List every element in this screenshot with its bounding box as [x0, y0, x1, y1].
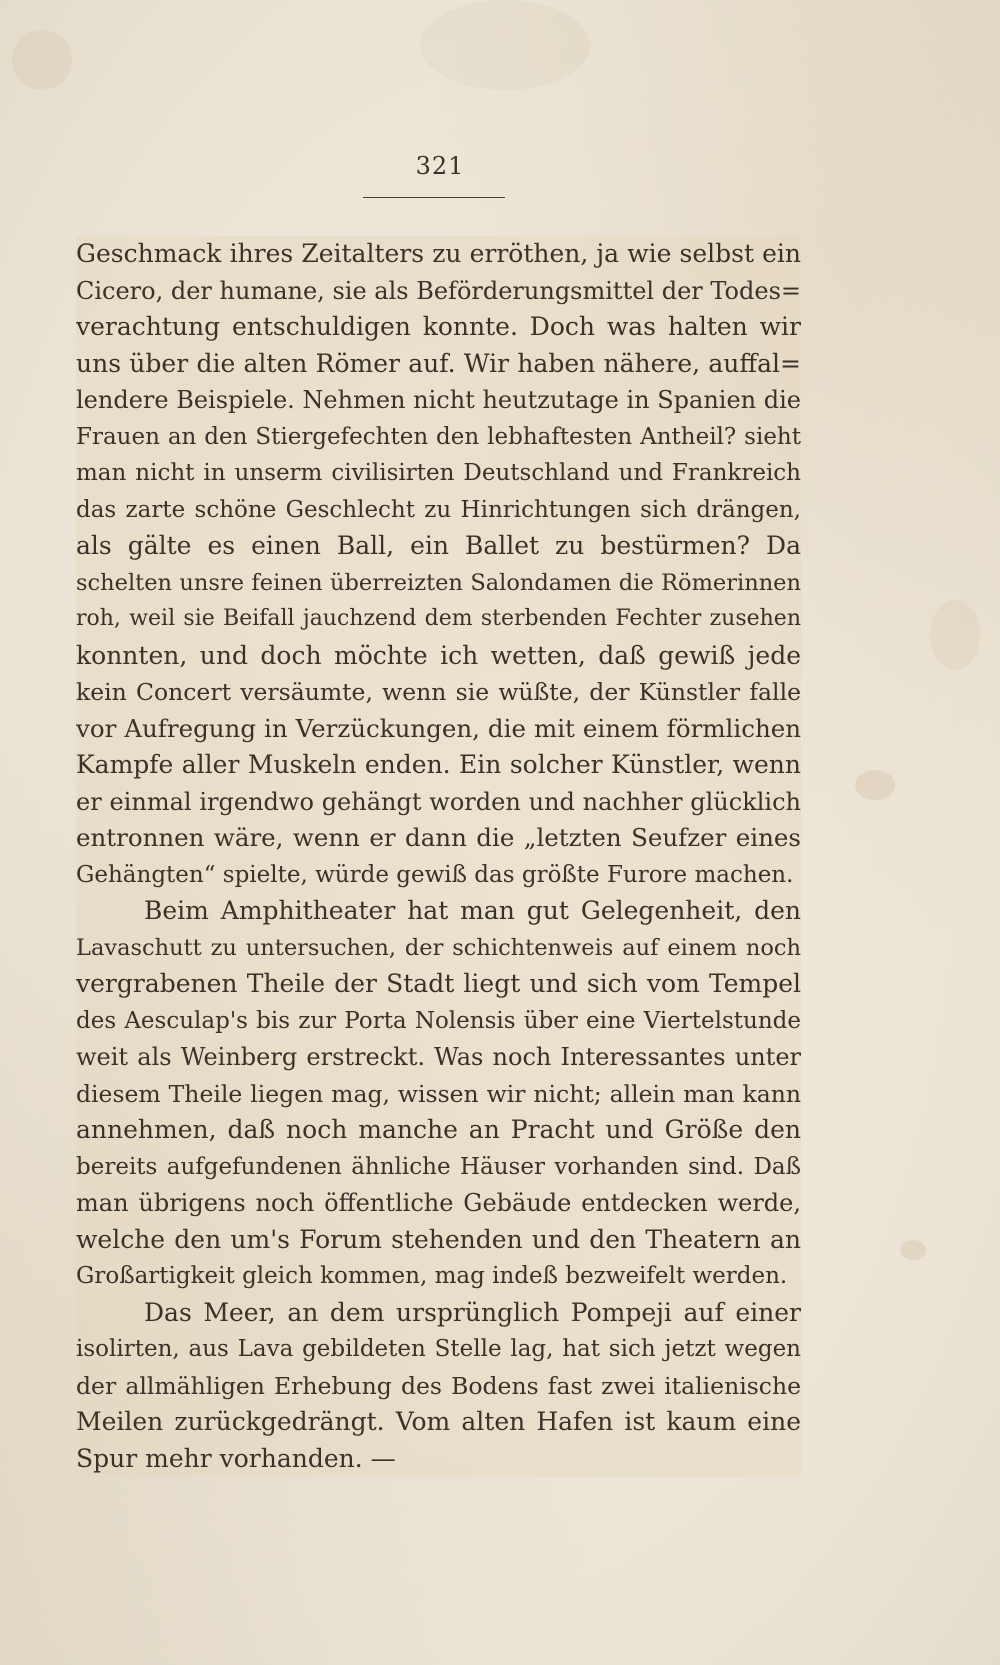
- body-text: [76, 236, 801, 1477]
- text-line: verachtung entschuldigen konnte. Doch was halten wir: [76, 312, 801, 341]
- paper-stain: [12, 30, 72, 90]
- text-line: Spur mehr vorhanden. —: [76, 1443, 396, 1473]
- text-line: Meilen zurückgedrängt. Vom alten Hafen ist kaum eine: [76, 1407, 801, 1436]
- text-line: Cicero, der humane, sie als Beförderungsmittel der Todes=: [76, 276, 801, 305]
- text-line: der allmähligen Erhebung des Bodens fast zwei italienische: [76, 1371, 801, 1400]
- text-line: des Aesculap's bis zur Porta Nolensis über eine Viertelstunde: [76, 1007, 801, 1034]
- text-line: Geschmack ihres Zeitalters zu erröthen, ja wie selbst ein: [76, 239, 801, 268]
- text-line: roh, weil sie Beifall jauchzend dem sterbenden Fechter zusehen: [76, 606, 801, 631]
- text-line: als gälte es einen Ball, ein Ballet zu bestürmen? Da: [76, 531, 801, 560]
- paper-stain: [855, 770, 895, 800]
- text-line: konnten, und doch möchte ich wetten, daß gewiß jede: [76, 640, 801, 670]
- text-line: Beim Amphitheater hat man gut Gelegenheit, den: [144, 896, 801, 925]
- text-line: Kampfe aller Muskeln enden. Ein solcher Künstler, wenn: [76, 750, 801, 779]
- text-line: diesem Theile liegen mag, wissen wir nicht; allein man kann: [76, 1079, 801, 1108]
- text-line: uns über die alten Römer auf. Wir haben nähere, auffal=: [76, 348, 801, 378]
- text-line: man übrigens noch öffentliche Gebäude entdecken werde,: [76, 1189, 801, 1217]
- text-line: vergrabenen Theile der Stadt liegt und sich vom Tempel: [76, 969, 801, 998]
- text-line: weit als Weinberg erstreckt. Was noch Interessantes unter: [76, 1043, 801, 1071]
- text-line: lendere Beispiele. Nehmen nicht heutzutage in Spanien die: [76, 386, 801, 414]
- paper-stain: [900, 1240, 926, 1260]
- text-line: das zarte schöne Geschlecht zu Hinrichtungen sich drängen,: [76, 496, 801, 523]
- paper-stain: [930, 600, 980, 670]
- text-line: welche den um's Forum stehenden und den Theatern an: [76, 1224, 801, 1254]
- text-line: Großartigkeit gleich kommen, mag indeß bezweifelt werden.: [76, 1263, 788, 1289]
- header-rule: [363, 197, 505, 198]
- text-line: Gehängten“ spielte, würde gewiß das größte Furore machen.: [76, 861, 794, 888]
- text-line: Lavaschutt zu untersuchen, der schichtenweis auf einem noch: [76, 934, 801, 961]
- text-line: man nicht in unserm civilisirten Deutschland und Frankreich: [76, 460, 801, 486]
- text-line: schelten unsre feinen überreizten Salondamen die Römerinnen: [76, 569, 801, 596]
- text-line: kein Concert versäumte, wenn sie wüßte, der Künstler falle: [76, 678, 801, 706]
- paper-stain: [420, 0, 590, 90]
- text-line: entronnen wäre, wenn er dann die „letzten Seufzer eines: [76, 823, 801, 852]
- text-line: isolirten, aus Lava gebildeten Stelle lag, hat sich jetzt wegen: [76, 1336, 801, 1362]
- text-line: Frauen an den Stiergefechten den lebhaftesten Antheil? sieht: [76, 423, 801, 450]
- text-line: vor Aufregung in Verzückungen, die mit einem förmlichen: [76, 713, 801, 743]
- text-line: er einmal irgendwo gehängt worden und nachher glücklich: [76, 787, 801, 816]
- page-number: 321: [415, 152, 465, 180]
- text-line: Das Meer, an dem ursprünglich Pompeji auf einer: [144, 1297, 801, 1327]
- text-line: annehmen, daß noch manche an Pracht und Größe den: [76, 1115, 801, 1144]
- text-line: bereits aufgefundenen ähnliche Häuser vorhanden sind. Daß: [76, 1153, 801, 1180]
